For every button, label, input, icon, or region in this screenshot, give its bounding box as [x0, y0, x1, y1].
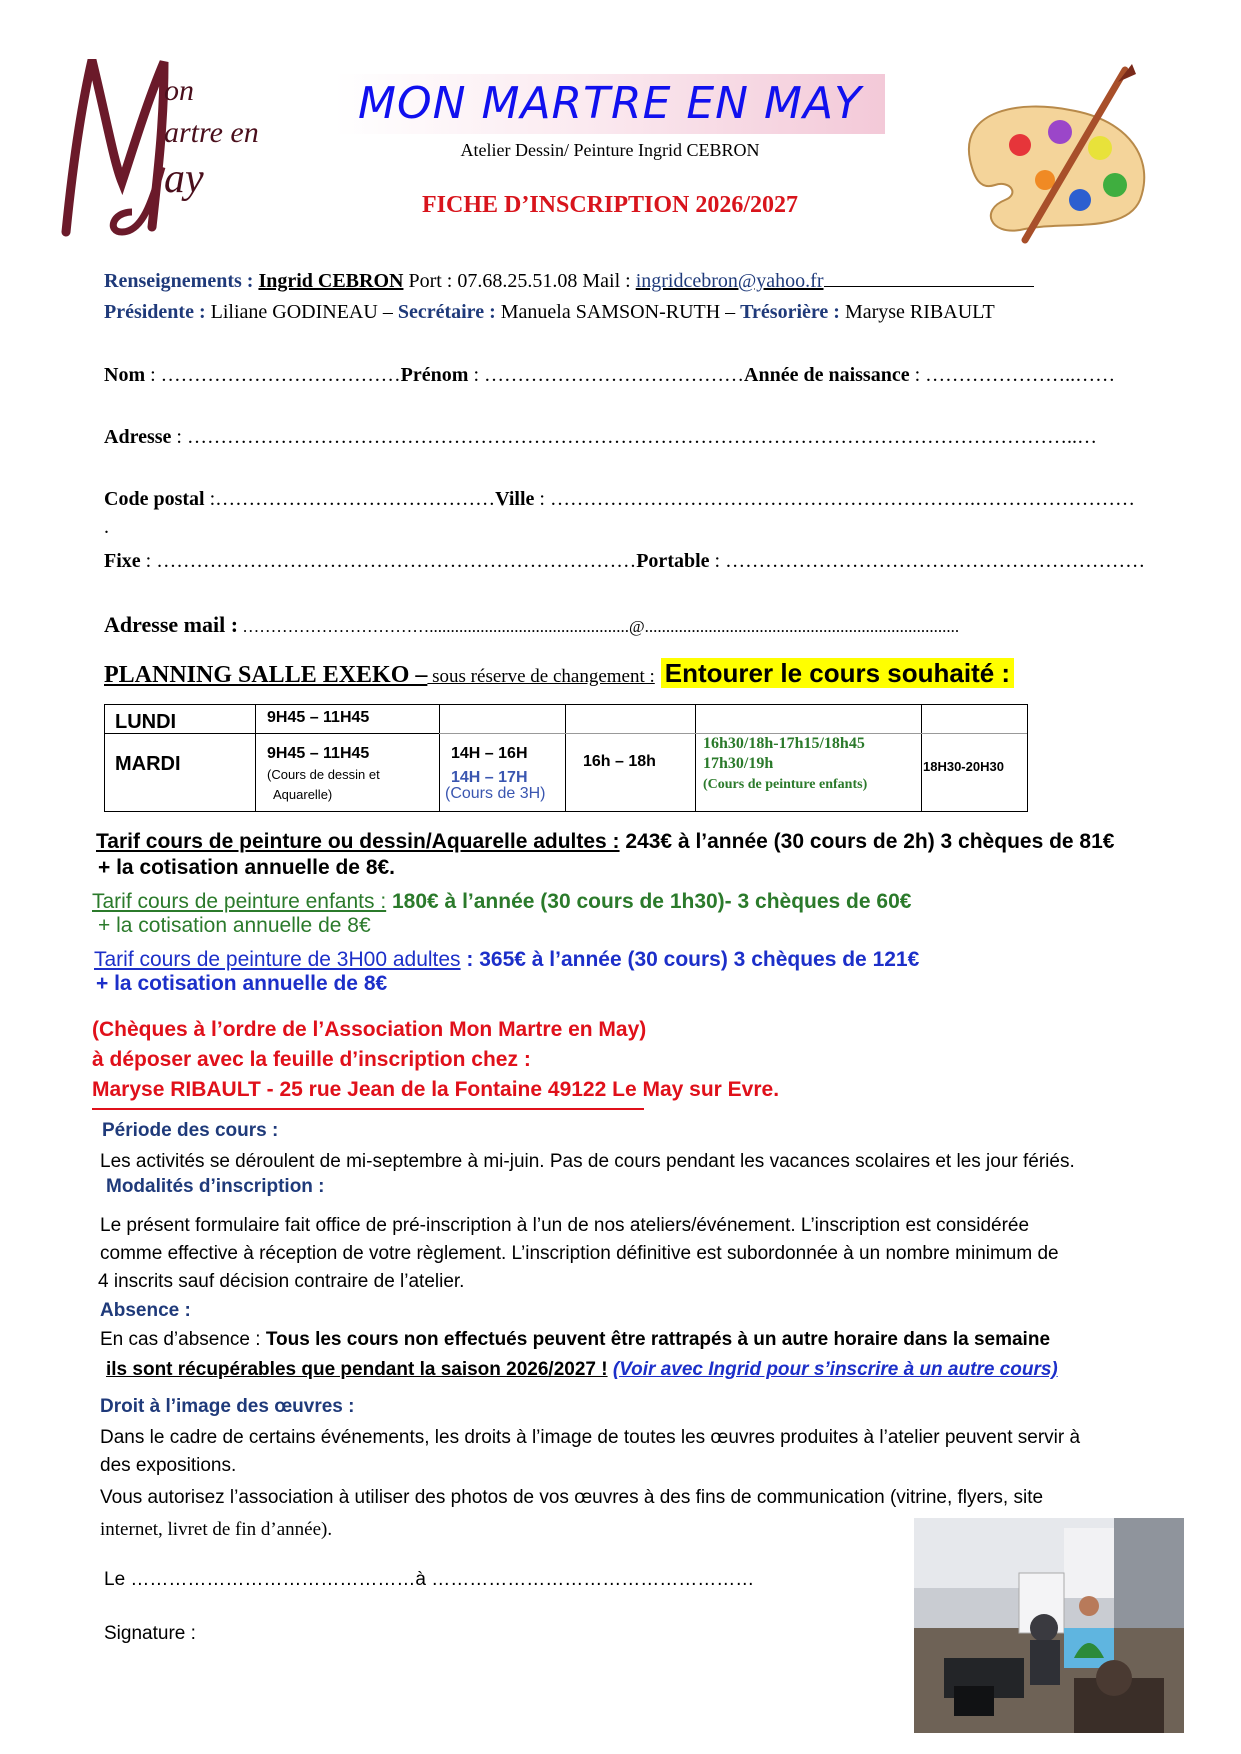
planning-note: sous réserve de changement :	[427, 666, 655, 687]
mardi-slot-2b-note: (Cours de 3H)	[445, 785, 546, 802]
svg-text:artre en: artre en	[164, 116, 259, 149]
absence-text-a: En cas d’absence :	[100, 1329, 266, 1350]
mardi-slot-2[interactable]: 14H – 16H	[451, 745, 528, 762]
bureau-line	[104, 301, 995, 324]
droit-text-3: Vous autorisez l’association à utiliser des photos de vos œuvres à des fins de communication (vitrine, flyers, site	[100, 1487, 1044, 1508]
planning-highlight: Entourer le cours souhaité :	[661, 658, 1014, 688]
nom-label: Nom	[104, 364, 146, 386]
periode-title: Période des cours :	[102, 1120, 279, 1141]
naissance-label: Année de naissance	[744, 364, 910, 386]
ville-field[interactable]: : ……………………………………………………….……………………	[534, 488, 1135, 510]
tarif-enfants	[92, 890, 911, 914]
droit-text-2: des expositions.	[100, 1455, 237, 1476]
identity-row	[104, 364, 1115, 387]
periode-text: Les activités se déroulent de mi-septembre à mi-juin. Pas de cours pendant les vacances scolaires et les jour fériés.	[100, 1151, 1075, 1172]
tarif-trois-label: Tarif cours de peinture de 3H00 adultes	[94, 948, 461, 971]
day-mardi[interactable]: MARDI	[115, 753, 181, 775]
modalites-text-3: 4 inscrits sauf décision contraire de l’atelier.	[98, 1271, 465, 1292]
mardi-slot-1-note-b: Aquarelle)	[273, 787, 333, 802]
absence-text-d: (Voir avec Ingrid pour s’inscrire à un autre cours)	[612, 1359, 1058, 1380]
modalites-title: Modalités d’inscription :	[106, 1176, 325, 1197]
adresse-label: Adresse	[104, 426, 172, 448]
portable-label: Portable	[636, 550, 710, 572]
tarif-adultes-label: Tarif cours de peinture ou dessin/Aquarelle adultes :	[96, 830, 620, 853]
fixe-field[interactable]: : ………………………………………………………………	[140, 550, 637, 572]
tarif-adultes-value: 243€ à l’année (30 cours de 2h) 3 chèques de 81€	[619, 830, 1115, 853]
tarif-trois-cotisation: + la cotisation annuelle de 8€	[96, 972, 388, 995]
portable-field[interactable]: : ………………………………………………………	[709, 550, 1146, 572]
droit-title: Droit à l’image des œuvres :	[100, 1396, 355, 1417]
tarif-adultes-cotisation: + la cotisation annuelle de 8€.	[98, 856, 396, 879]
mardi-slot-3[interactable]: 16h – 18h	[583, 753, 656, 770]
tresoriere-label: Trésorière :	[740, 301, 840, 323]
planning-heading	[104, 658, 1014, 689]
mardi-slot-4-note: (Cours de peinture enfants)	[703, 777, 868, 792]
adresse-row	[104, 426, 1097, 449]
mardi-slot-1[interactable]: 9H45 – 11H45	[267, 745, 370, 762]
fixe-label: Fixe	[104, 550, 141, 572]
atelier-photo	[914, 1518, 1184, 1733]
cheques-adresse: Maryse RIBAULT - 25 rue Jean de la Fontaine 49122 Le May sur Evre.	[92, 1078, 780, 1101]
planning-title: PLANNING SALLE EXEKO –	[104, 662, 428, 688]
tarif-trois-heures	[94, 948, 919, 972]
presidente-value: Liliane GODINEAU –	[210, 301, 393, 323]
contact-name: Ingrid CEBRON	[258, 270, 404, 292]
modalites-text-1: Le présent formulaire fait office de pré-inscription à l’un de nos ateliers/événement. L’inscription est considérée	[100, 1215, 1030, 1236]
mail-row	[104, 612, 959, 638]
schedule-table	[104, 704, 1028, 812]
subtitle: Atelier Dessin/ Peinture Ingrid CEBRON	[460, 140, 760, 160]
tarif-trois-value: : 365€ à l’année (30 cours) 3 chèques de 121€	[460, 948, 920, 971]
absence-saison	[106, 1356, 1058, 1384]
palette-icon	[950, 60, 1160, 250]
page-title: MON MARTRE EN MAY	[357, 78, 862, 129]
email-underline	[824, 286, 1034, 287]
renseignements-line	[104, 270, 1034, 293]
secretaire-label: Secrétaire :	[397, 301, 496, 323]
svg-text:ay: ay	[164, 156, 204, 202]
day-lundi[interactable]: LUNDI	[115, 711, 177, 733]
presidente-label: Présidente :	[104, 301, 206, 323]
absence-text-b: Tous les cours non effectués peuvent être rattrapés à un autre horaire dans la semaine	[265, 1329, 1051, 1350]
droit-text-1: Dans le cadre de certains événements, les droits à l’image de toutes les œuvres produites à l’atelier peuvent servir à	[100, 1427, 1081, 1448]
absence-text-c: ils sont récupérables que pendant la saison 2026/2027 !	[106, 1359, 608, 1380]
prenom-label: Prénom	[400, 364, 469, 386]
absence-text	[100, 1326, 1050, 1354]
nom-field[interactable]: : ………………………………	[145, 364, 401, 386]
mail-label: Adresse mail :	[104, 612, 239, 637]
mardi-slot-4a[interactable]: 16h30/18h-17h15/18h45	[703, 735, 865, 752]
tarif-adultes	[96, 830, 1114, 854]
signature-label: Signature :	[104, 1623, 196, 1644]
absence-title: Absence :	[100, 1300, 191, 1321]
logo-mon-martre-en-may	[52, 52, 302, 252]
mardi-slot-1-note-a: (Cours de dessin et	[267, 767, 380, 782]
naissance-field[interactable]: : …………………..……	[909, 364, 1116, 386]
contact-phone: Port : 07.68.25.51.08 Mail :	[408, 270, 636, 292]
mail-field[interactable]: ……………………………...............................................@..........................................................................	[238, 617, 960, 636]
cheques-ordre: (Chèques à l’ordre de l’Association Mon Martre en May)	[92, 1018, 647, 1041]
prenom-field[interactable]: : …………………………………	[468, 364, 744, 386]
tarif-enfants-cotisation: + la cotisation annuelle de 8€	[98, 914, 371, 937]
telephone-row	[104, 550, 1145, 573]
modalites-text-2: comme effective à réception de votre règlement. L’inscription définitive est subordonnée à un nombre minimum de	[100, 1243, 1059, 1264]
droit-text-4: internet, livret de fin d’année).	[100, 1519, 333, 1540]
contact-email[interactable]: ingridcebron@yahoo.fr	[635, 270, 824, 292]
cheques-deposer: à déposer avec la feuille d’inscription chez :	[92, 1048, 531, 1071]
tresoriere-value: Maryse RIBAULT	[844, 301, 995, 323]
cp-field[interactable]: :……………………………………	[204, 488, 496, 510]
ville-label: Ville	[495, 488, 535, 510]
secretaire-value: Manuela SAMSON-RUTH –	[500, 301, 736, 323]
mardi-slot-2b[interactable]: 14H – 17H	[451, 769, 528, 786]
red-divider	[92, 1108, 644, 1110]
dot-mark: .	[104, 516, 109, 538]
mardi-slot-4b[interactable]: 17h30/19h	[703, 755, 774, 772]
svg-text:on: on	[164, 74, 194, 107]
mardi-slot-5[interactable]: 18H30-20H30	[923, 759, 1004, 774]
date-lieu-field[interactable]: Le ………………………………………à ……………………………………………	[104, 1569, 755, 1590]
ville-row	[104, 488, 1135, 511]
renseignements-label: Renseignements :	[104, 270, 254, 292]
lundi-slot[interactable]: 9H45 – 11H45	[267, 709, 370, 726]
tarif-enfants-value: 180€ à l’année (30 cours de 1h30)- 3 chèques de 60€	[386, 890, 912, 913]
fiche-title: FICHE D’INSCRIPTION 2026/2027	[421, 192, 799, 218]
tarif-enfants-label: Tarif cours de peinture enfants :	[92, 890, 387, 913]
adresse-field[interactable]: : ……………………………………………………………………………………………………………………..…	[171, 426, 1097, 448]
cp-label: Code postal	[104, 488, 205, 510]
